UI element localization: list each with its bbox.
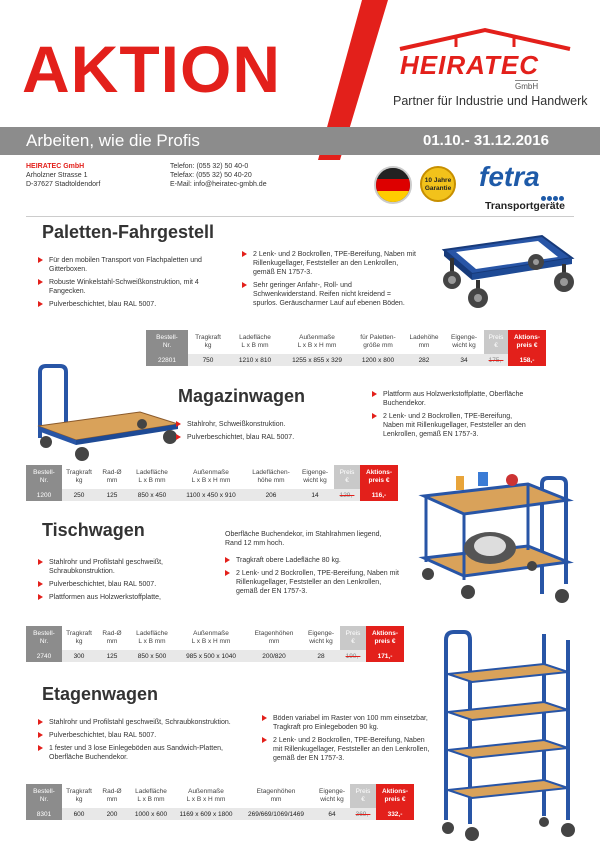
city: D-37627 Stadtoldendorf	[26, 181, 101, 188]
promo-price: 171,-	[366, 650, 404, 662]
made-in-germany-badge	[374, 166, 412, 204]
spec-table-paletten-fahrgestell	[146, 330, 546, 366]
fetra-logo: fetra	[479, 161, 540, 192]
old-price: 129,-	[334, 489, 360, 501]
th-eigengewicht: Eigenge- wicht kg	[444, 330, 484, 354]
th-bestell-nr: Bestell- Nr.	[146, 330, 188, 354]
slogan: Arbeiten, wie die Profis	[26, 131, 200, 150]
product-3-bullets-right: Tragkraft obere Ladefläche 80 kg. 2 Lenk- und 2 Bockrollen, TPE-Bereifung, Naben mit Rillenkugellager, Feststeller an den Lenkrollen, gemäß der EN 1757-3.	[225, 556, 400, 600]
product-title-magazinwagen: Magazinwagen	[178, 386, 306, 406]
fetra-subtitle: Transportgeräte	[485, 200, 565, 212]
fax: Telefax: (055 32) 50 40-20	[170, 172, 252, 179]
th-tragkraft: Tragkraft kg	[188, 330, 228, 354]
spec-table-tischwagen: Bestell- Nr. Tragkraft kg Rad-Ø mm Ladefläche L x B mm Außenmaße L x B x H mm Etagenhöhen mm Eigenge- wicht kg Preis € Aktions- preis € 2740 300 125 850 x 500 985 x 500 x 1040 200/820 28 190,- 171,-	[26, 626, 404, 662]
brand-gmbh: GmbH	[515, 82, 539, 91]
phone: Telefon: (055 32) 50 40-0	[170, 163, 249, 170]
promo-price: 116,-	[360, 489, 398, 501]
old-price: 190,-	[340, 650, 366, 662]
spec-table-magazinwagen: Bestell- Nr. Tragkraft kg Rad-Ø mm Ladefläche L x B mm Außenmaße L x B x H mm Ladeflächen- höhe mm Eigenge- wicht kg Preis € Aktions- preis € 1200 250 125 850 x 450 1100 x 450 x 910 206 14 129,- 116,-	[26, 465, 398, 501]
product-title-etagenwagen: Etagenwagen	[42, 684, 159, 704]
old-price: 369,-	[350, 808, 376, 820]
street: Arholzner Strasse 1	[26, 172, 88, 179]
brand-tagline: Partner für Industrie und Handwerk	[393, 94, 588, 108]
product-4-bullets-right: Böden variabel im Raster von 100 mm einsetzbar, Tragkraft pro Einlegeboden 90 kg. 2 Lenk- und 2 Bockrollen, TPE-Bereifung, Naben mit Rillenkugellager, Feststeller an den Lenkrollen, gemäß der EN 1757-3.	[262, 714, 432, 767]
th-ladehoehe: Ladehöhe mm	[404, 330, 444, 354]
product-1-bullets-right: 2 Lenk- und 2 Bockrollen, TPE-Bereifung, Naben mit Rillenkugellager, Feststeller an den Lenkrollen, gemäß EN 1757-3. Sehr geringer Anfahr-, Roll- und Schwenkwiderstand. Reifen nicht kreidend = spurlos. Geräuscharmer Lauf auf ebenen Böden.	[242, 250, 417, 312]
contact-details	[170, 162, 267, 189]
product-4-bullets-left: Stahlrohr und Profilstahl geschweißt, Schraubkonstruktion. Pulverbeschichtet, blau RAL 5007. 1 fester und 3 lose Einlegeböden aus Sandwich-Platten, Oberfläche Buchendekor.	[38, 718, 253, 766]
brand-name: HEIRATEC	[400, 50, 539, 80]
product-title-paletten-fahrgestell: Paletten-Fahrgestell	[42, 222, 215, 242]
spec-table-etagenwagen: Bestell- Nr. Tragkraft kg Rad-Ø mm Ladefläche L x B mm Außenmaße L x B x H mm Etagenhöhen mm Eigenge- wicht kg Preis € Aktions- preis € 8301 600 200 1000 x 600 1169 x 609 x 1800 269/669/1069/1469 64 369,- 332,-	[26, 784, 414, 820]
th-palettengroesse: für Paletten- größe mm	[352, 330, 404, 354]
guarantee-badge: 10 Jahre Garantie	[420, 166, 456, 202]
divider	[26, 216, 574, 217]
heiratec-roof-logo-icon	[396, 27, 574, 51]
contact-address	[26, 162, 100, 189]
table-row: 8301 600 200 1000 x 600 1169 x 609 x 1800 269/669/1069/1469 64 369,- 332,-	[26, 808, 414, 820]
platform-trolley-image	[30, 362, 180, 462]
aktion-headline: AKTION	[22, 32, 281, 106]
th-aktionspreis: Aktions- preis €	[508, 330, 546, 354]
pallet-chassis-image	[430, 222, 576, 314]
product-1-bullets-left: Für den mobilen Transport von Flachpaletten und Gitterboxen. Robuste Winkelstahl-Schweißkonstruktion, mit 4 Fangecken. Pulverbeschichtet, blau RAL 5007.	[38, 256, 228, 313]
th-preis: Preis €	[484, 330, 508, 354]
table-trolley-image	[416, 466, 576, 606]
product-title-tischwagen: Tischwagen	[42, 520, 145, 540]
promo-price: 158,-	[508, 354, 546, 366]
shelf-trolley-image	[440, 620, 576, 842]
promotion-period: 01.10.- 31.12.2016	[423, 132, 549, 149]
promo-price: 332,-	[376, 808, 414, 820]
table-row: 2740 300 125 850 x 500 985 x 500 x 1040 200/820 28 190,- 171,-	[26, 650, 404, 662]
table-row: 22801 750 1210 x 810 1255 x 855 x 329 1200 x 800 282 34 175,- 158,-	[146, 354, 546, 366]
old-price: 175,-	[484, 354, 508, 366]
table-row: 1200 250 125 850 x 450 1100 x 450 x 910 206 14 129,- 116,-	[26, 489, 398, 501]
product-2-bullets-right: Plattform aus Holzwerkstoffplatte, Oberfläche Buchendekor. 2 Lenk- und 2 Bockrollen, TPE-Bereifung, Naben mit Rillenkugellager, Feststeller an den Lenkrollen, gemäß EN 1757-3.	[372, 390, 532, 443]
th-ladeflaeche: Ladefläche L x B mm	[228, 330, 282, 354]
product-3-bullets-left: Stahlrohr und Profilstahl geschweißt, Schraubkonstruktion. Pulverbeschichtet, blau RAL 5007. Plattformen aus Holzwerkstoffplatte,	[38, 558, 218, 606]
product-3-intro: Oberfläche Buchendekor, im Stahlrahmen liegend, Rand 12 mm hoch.	[225, 531, 382, 547]
company-name: HEIRATEC GmbH	[26, 163, 85, 170]
product-2-bullets-left: Stahlrohr, Schweißkonstruktion. Pulverbeschichtet, blau RAL 5007.	[176, 420, 356, 446]
th-aussenmasse: Außenmaße L x B x H mm	[282, 330, 352, 354]
email-link[interactable]: E-Mail: info@heiratec-gmbh.de	[170, 181, 267, 188]
